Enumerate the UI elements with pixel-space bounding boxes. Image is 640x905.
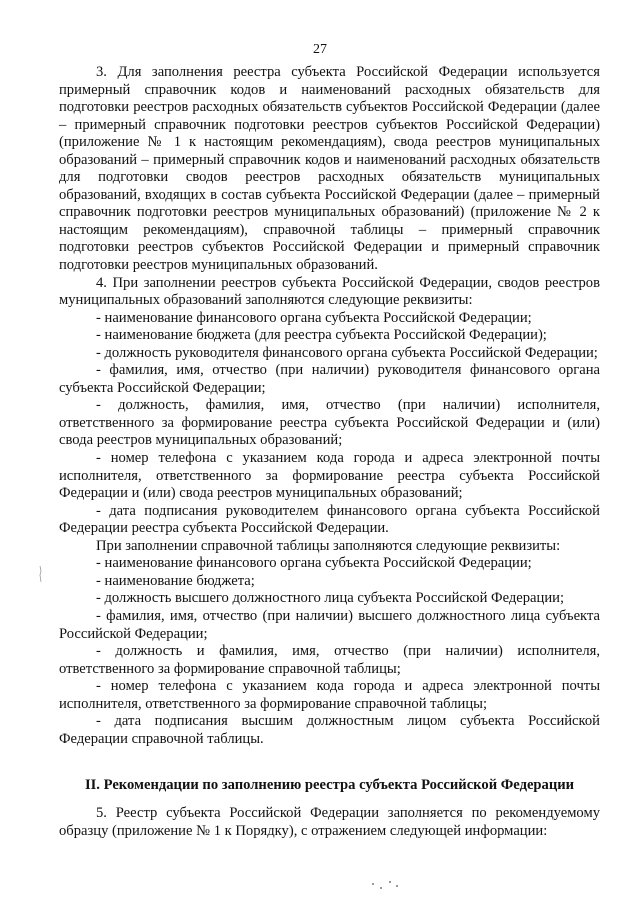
list-item: - должность руководителя финансового органа субъекта Российской Федерации; (96, 344, 598, 361)
list-item: - номер телефона с указанием кода города и адреса электронной почты исполнителя, ответственного за формирование реестра субъекта Российской Федерации и (или) свода реестров муниципальных образований; (59, 450, 600, 502)
paragraph: 5. Реестр субъекта Российской Федерации заполняется по рекомендуемому образцу (приложение № 1 к Порядку), с отражением следующей информации: (59, 805, 600, 839)
list-item: - наименование бюджета (для реестра субъекта Российской Федерации); (96, 327, 547, 344)
paragraph: 4. При заполнении реестров субъекта Российской Федерации, сводов реестров муниципальных образований заполняются следующие реквизиты: (59, 274, 600, 309)
paragraph: При заполнении справочной таблицы заполняются следующие реквизиты: (96, 537, 561, 554)
section-heading: II. Рекомендации по заполнению реестра субъекта Российской Федерации (84, 777, 575, 793)
scan-speck (389, 881, 391, 883)
scan-speck (396, 885, 398, 887)
list-item: - должность и фамилия, имя, отчество (при наличии) исполнителя, ответственного за формирование справочной таблицы; (59, 643, 600, 677)
scan-margin-mark (38, 566, 42, 582)
document-body (59, 64, 600, 748)
section-body (59, 804, 600, 840)
scan-speck (372, 883, 374, 885)
list-item: - дата подписания высшим должностным лицом субъекта Российской Федерации справочной таблицы. (59, 713, 600, 747)
paragraph: 3. Для заполнения реестра субъекта Российской Федерации используется примерный справочник кодов и наименований расходных обязательств для подготовки реестров расходных обязательств субъектов Российской Федерации (далее – примерный справочник подготовки реестров субъектов Российской Федерации) (приложение № 1 к настоящим рекомендациям), свода реестров муниципальных образований – примерный справочник кодов и наименований расходных обязательств для подготовки сводов реестров расходных обязательств муниципальных образований, входящих в состав субъекта Российской Федерации (далее – примерный справочник подготовки реестров муниципальных образований) (приложение № 2 к настоящим рекомендациям), справочной таблицы – примерный справочник подготовки реестров субъектов Российской Федерации и примерный справочник подготовки реестров муниципальных образований. (59, 64, 600, 274)
page-number: 27 (313, 42, 327, 57)
list-item: - фамилия, имя, отчество (при наличии) руководителя финансового органа субъекта Российской Федерации; (59, 362, 600, 396)
list-item: - должность, фамилия, имя, отчество (при наличии) исполнителя, ответственного за формирование реестра субъекта Российской Федерации и (или) свода реестров муниципальных образований; (59, 397, 600, 449)
list-item: - должность высшего должностного лица субъекта Российской Федерации; (96, 590, 565, 607)
scan-speck (380, 887, 382, 889)
list-item: - дата подписания руководителем финансового органа субъекта Российской Федерации реестра субъекта Российской Федерации. (59, 502, 600, 537)
list-item: - наименование финансового органа субъекта Российской Федерации; (96, 309, 532, 326)
list-item: - номер телефона с указанием кода города и адреса электронной почты исполнителя, ответственного за формирование справочной таблицы; (59, 678, 600, 712)
list-item: - фамилия, имя, отчество (при наличии) высшего должностного лица субъекта Российской Федерации; (59, 607, 600, 642)
list-item: - наименование финансового органа субъекта Российской Федерации; (96, 555, 532, 572)
list-item: - наименование бюджета; (96, 572, 255, 589)
